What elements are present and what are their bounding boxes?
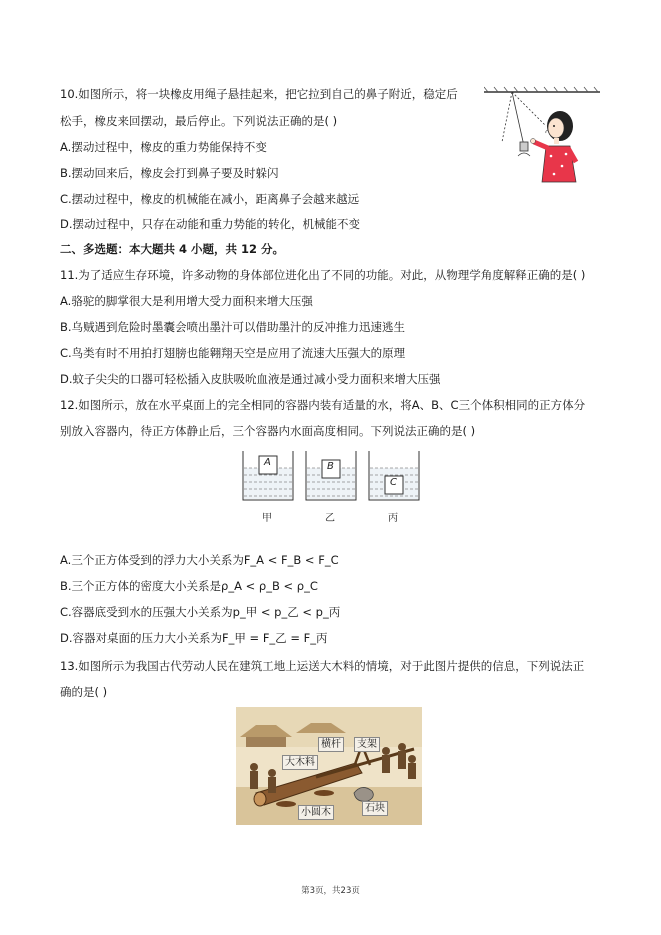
- q13-figure-ancient-lever: [236, 707, 422, 825]
- block-b-label: B: [327, 461, 334, 472]
- block-c-label: C: [390, 477, 397, 488]
- q13-stem-line2: 确的是( ): [60, 685, 108, 699]
- q10-figure-pendulum: [484, 86, 600, 186]
- q12-option-d: D.容器对桌面的压力大小关系为F_甲 = F_乙 = F_丙: [60, 631, 328, 645]
- q13-stem-line1: 13.如图所示为我国古代劳动人民在建筑工地上运送大木料的情境，对于此图片提供的信息，下列说法正: [60, 659, 585, 673]
- q12-option-c: C.容器底受到水的压强大小关系为p_甲 < p_乙 < p_丙: [60, 605, 341, 619]
- label-lever: 横杆: [318, 737, 344, 752]
- q11-option-b: B.乌贼遇到危险时墨囊会喷出墨汁可以借助墨汁的反冲推力迅速逃生: [60, 320, 406, 334]
- q11-stem: 11.为了适应生存环境，许多动物的身体部位进化出了不同的功能。对此，从物理学角度解释正确的是( ): [60, 268, 586, 282]
- q12-stem-line1: 12.如图所示，放在水平桌面上的完全相同的容器内装有适量的水，将A、B、C三个体积相同的正方体分: [60, 398, 586, 412]
- q10-stem-line2: 松手，橡皮来回摆动，最后停止。下列说法正确的是( ): [60, 114, 338, 128]
- label-stone: 石块: [362, 801, 388, 816]
- container-yi-label: 乙: [325, 513, 335, 524]
- q10-option-d: D.摆动过程中，只存在动能和重力势能的转化，机械能不变: [60, 217, 361, 231]
- label-support: 支架: [354, 737, 380, 752]
- q12-option-a: A.三个正方体受到的浮力大小关系为F_A < F_B < F_C: [60, 553, 339, 567]
- container-bing-label: 丙: [388, 513, 398, 524]
- q11-option-a: A.骆驼的脚掌很大是利用增大受力面积来增大压强: [60, 294, 313, 308]
- q12-figure-containers: [240, 448, 430, 528]
- block-a-label: A: [264, 457, 271, 468]
- container-jia-label: 甲: [262, 513, 272, 524]
- label-log: 大木料: [282, 755, 318, 770]
- q11-option-c: C.鸟类有时不用拍打翅膀也能翱翔天空是应用了流速大压强大的原理: [60, 346, 406, 360]
- q12-stem-line2: 别放入容器内，待正方体静止后，三个容器内水面高度相同。下列说法正确的是( ): [60, 424, 476, 438]
- q10-stem-line1: 10.如图所示，将一块橡皮用绳子悬挂起来，把它拉到自己的鼻子附近，稳定后: [60, 87, 458, 101]
- page-footer: 第3页，共23页: [301, 886, 360, 896]
- q10-option-b: B.摆动回来后，橡皮会打到鼻子要及时躲闪: [60, 166, 279, 180]
- q10-option-a: A.摆动过程中，橡皮的重力势能保持不变: [60, 140, 267, 154]
- label-roller: 小圆木: [298, 805, 334, 820]
- q12-option-b: B.三个正方体的密度大小关系是ρ_A < ρ_B < ρ_C: [60, 579, 318, 593]
- q10-option-c: C.摆动过程中，橡皮的机械能在减小，距离鼻子会越来越远: [60, 192, 360, 206]
- q11-option-d: D.蚊子尖尖的口器可轻松插入皮肤吸吮血液是通过减小受力面积来增大压强: [60, 372, 441, 386]
- section-heading-multiple-choice: 二、多选题：本大题共 4 小题，共 12 分。: [60, 242, 285, 256]
